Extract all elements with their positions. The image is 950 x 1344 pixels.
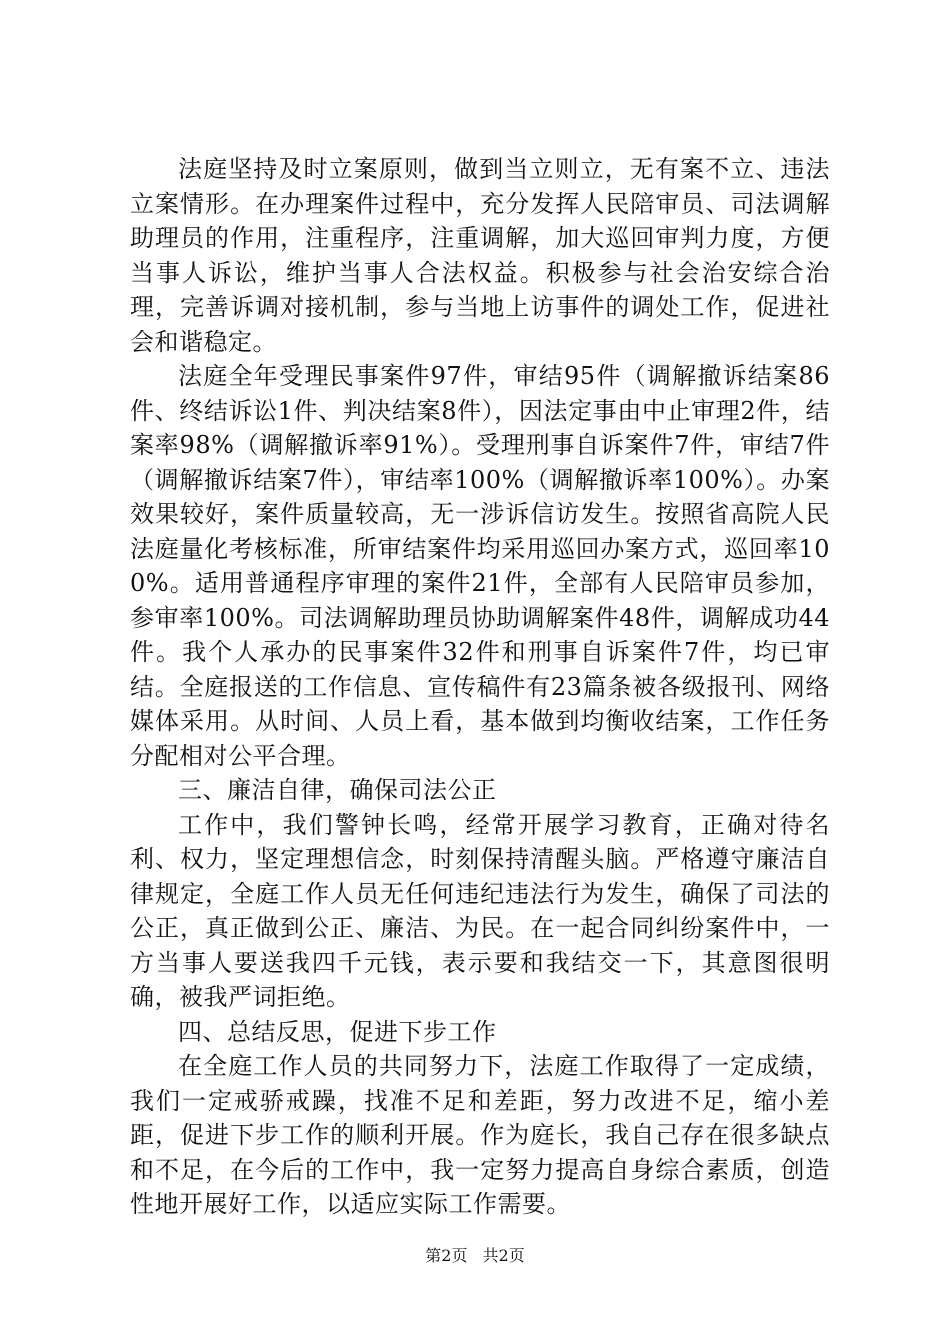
- paragraph-case-filing: 法庭坚持及时立案原则，做到当立则立，无有案不立、违法立案情形。在办理案件过程中，充分发挥人民陪审员、司法调解助理员的作用，注重程序，注重调解，加大巡回审判力度，方便当事人诉讼，维护当事人合法权益。积极参与社会治安综合治理，完善诉调对接机制，参与当地上访事件的调处工作，促进社会和谐稳定。: [130, 155, 830, 356]
- page-footer: [0, 1246, 950, 1266]
- page-total: 共2页: [482, 1246, 525, 1265]
- section-heading-reflection: 四、总结反思，促进下步工作: [178, 1017, 497, 1046]
- page-number: 第2页: [425, 1246, 468, 1265]
- document-body: [130, 152, 830, 1222]
- paragraph-case-statistics: 法庭全年受理民事案件97件，审结95件（调解撤诉结案86件、终结诉讼1件、判决结案8件），因法定事由中止审理2件，结案率98%（调解撤诉率91%）。受理刑事自诉案件7件，审结7件（调解撤诉结案7件），审结率100%（调解撤诉率100%）。办案效果较好，案件质量较高，无一涉诉信访发生。按照省高院人民法庭量化考核标准，所审结案件均采用巡回办案方式，巡回率100%。适用普通程序审理的案件21件，全部有人民陪审员参加，参审率100%。司法调解助理员协助调解案件48件，调解成功44件。我个人承办的民事案件32件和刑事自诉案件7件，均已审结。全庭报送的工作信息、宣传稿件有23篇条被各级报刊、网络媒体采用。从时间、人员上看，基本做到均衡收结案，工作任务分配相对公平合理。: [130, 362, 830, 770]
- section-heading-integrity: 三、廉洁自律，确保司法公正: [178, 776, 497, 804]
- paragraph-reflection: 在全庭工作人员的共同努力下，法庭工作取得了一定成绩，我们一定戒骄戒躁，找准不足和差距，努力改进不足，缩小差距，促进下步工作的顺利开展。作为庭长，我自己存在很多缺点和不足，在今后的工作中，我一定努力提高自身综合素质，创造性地开展好工作，以适应实际工作需要。: [130, 1052, 830, 1218]
- paragraph-integrity: 工作中，我们警钟长鸣，经常开展学习教育，正确对待名利、权力，坚定理想信念，时刻保持清醒头脑。严格遵守廉洁自律规定，全庭工作人员无任何违纪违法行为发生，确保了司法的公正，真正做到公正、廉洁、为民。在一起合同纠纷案件中，一方当事人要送我四千元钱，表示要和我结交一下，其意图很明确，被我严词拒绝。: [130, 810, 830, 1011]
